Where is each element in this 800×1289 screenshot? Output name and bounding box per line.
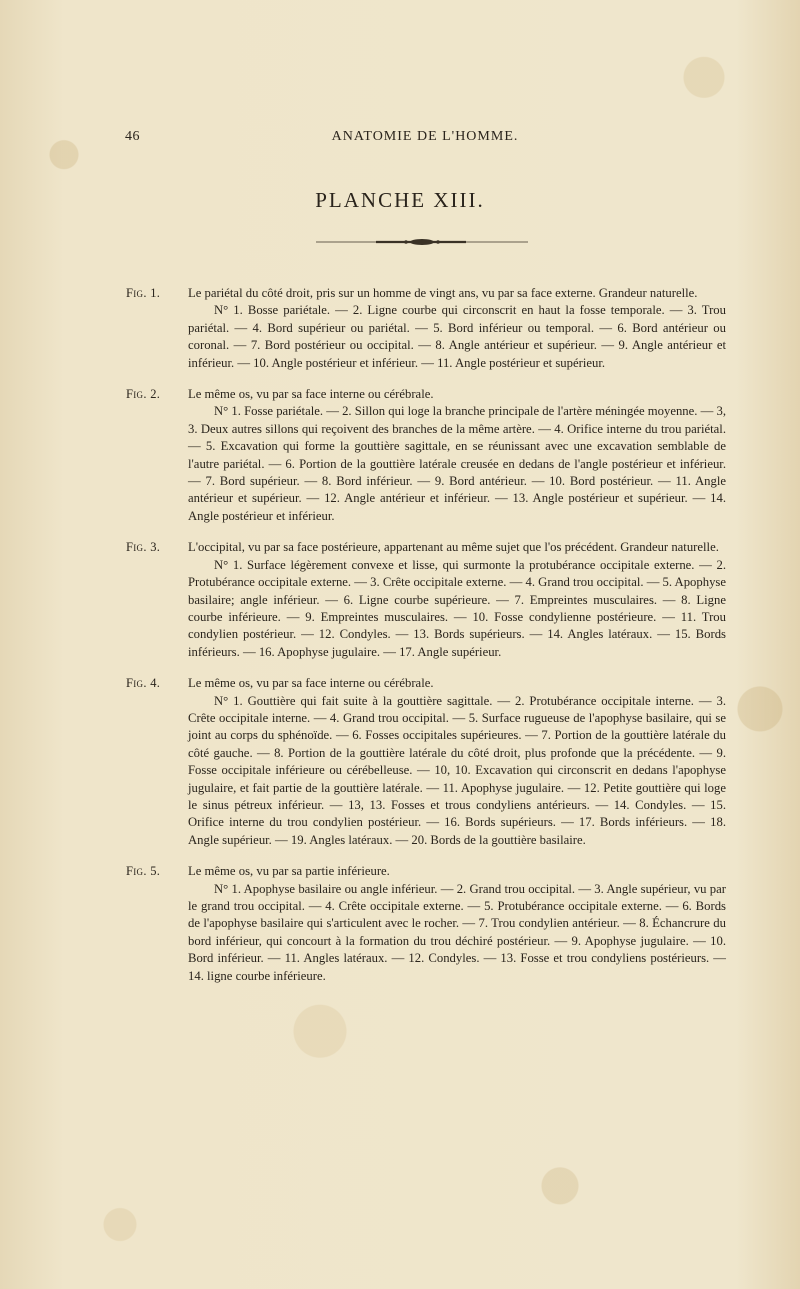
- figure-items: N° 1. Gouttière qui fait suite à la gouttière sagittale. — 2. Protubérance occipitale interne. — 3. Crête occipitale interne. — 4. Grand trou occipital. — 5. Surface rugueuse de l'apophyse basilaire, qui se joint au corps du sphénoïde. — 6. Fosses occipitales supérieures. — 7. Portion de la gouttière latérale du côté gauche. — 8. Portion de la gouttière latérale du côté droit, plus profonde que la précédente. — 9. Fosse occipitale inférieure ou cérébelleuse. — 10, 10. Excavation qui circonscrit en dedans l'apophyse jugulaire, et fait partie de la gouttière latérale. — 11. Apophyse jugulaire. — 12. Petite gouttière qui loge le sinus pétreux inférieur. — 13, 13. Fosses et trous condyliens antérieurs. — 14. Condyles. — 15. Orifice interne du trou condylien postérieur. — 16. Bords supérieurs. — 17. Bords inférieurs. — 18. Angle supérieur. — 19. Angles latéraux. — 20. Bords de la gouttière basilaire.: [188, 693, 726, 847]
- figure-description: Le même os, vu par sa face interne ou cérébrale.: [188, 387, 434, 402]
- figure-number: 2.: [150, 387, 161, 402]
- page-number: 46: [125, 129, 140, 144]
- figure-legend: [126, 386, 726, 525]
- figure-text: [188, 285, 726, 372]
- figure-label: [126, 539, 188, 556]
- figure-text: [188, 675, 726, 849]
- figure-text: [188, 863, 726, 985]
- figure-number: 4.: [150, 676, 161, 691]
- figure-label: [126, 285, 188, 302]
- book-title: ANATOMIE DE L'HOMME.: [331, 129, 519, 144]
- figure-number: 1.: [150, 286, 161, 300]
- figure-legend: [126, 675, 726, 849]
- figure-number: 5.: [150, 864, 161, 879]
- ornamental-divider: [316, 238, 528, 246]
- figure-description: Le même os, vu par sa face interne ou cérébrale.: [188, 676, 434, 691]
- figure-label: [126, 675, 188, 692]
- running-head: [125, 129, 725, 149]
- figure-legend: [126, 539, 726, 661]
- figure-label: [126, 863, 188, 880]
- figure-label-prefix: Fig.: [126, 286, 147, 300]
- figure-label-prefix: Fig.: [126, 864, 147, 879]
- figure-items: N° 1. Bosse pariétale. — 2. Ligne courbe qui circonscrit en haut la fosse temporale. — 3. Trou pariétal. — 4. Bord supérieur ou pariétal. — 5. Bord inférieur ou temporal. — 6. Bord antérieur ou coronal. — 7. Bord postérieur ou occipital. — 8. Angle antérieur et supérieur. — 9. Angle antérieur et inférieur. — 10. Angle postérieur et inférieur. — 11. Angle postérieur et supérieur.: [188, 303, 726, 370]
- figure-items: N° 1. Fosse pariétale. — 2. Sillon qui loge la branche principale de l'artère méningée moyenne. — 3, 3. Deux autres sillons qui reçoivent des branches de la même artère. — 4. Orifice interne du trou pariétal. — 5. Excavation qui forme la gouttière sagittale, en se réunissant avec une excavation semblable de l'autre pariétal. — 6. Portion de la gouttière latérale creusée en dedans de l'angle postérieur et inférieur. — 7. Bord supérieur. — 8. Bord inférieur. — 9. Bord antérieur. — 10. Bord postérieur. — 11. Angle antérieur et supérieur. — 12. Angle antérieur et inférieur. — 13. Angle postérieur et supérieur. — 14. Angle postérieur et inférieur.: [188, 404, 726, 523]
- figure-text: [188, 539, 726, 661]
- figure-legends: [126, 285, 726, 999]
- figure-description: Le même os, vu par sa partie inférieure.: [188, 864, 390, 879]
- figure-label-prefix: Fig.: [126, 676, 147, 691]
- figure-text: [188, 386, 726, 525]
- figure-legend: [126, 863, 726, 985]
- figure-description: Le pariétal du côté droit, pris sur un homme de vingt ans, vu par sa face externe. Grandeur naturelle.: [188, 286, 698, 300]
- figure-items: N° 1. Apophyse basilaire ou angle inférieur. — 2. Grand trou occipital. — 3. Angle supérieur, vu par le grand trou occipital. — 4. Crête occipitale externe. — 5. Protubérance occipitale externe. — 6. Bords de l'apophyse basilaire qui s'articulent avec le rocher. — 7. Trou condylien antérieur. — 8. Échancrure du bord inférieur, qui concourt à la formation du trou déchiré postérieur. — 9. Apophyse jugulaire. — 10. Bord inférieur. — 11. Angles latéraux. — 12. Condyles. — 13. Fosse et trou condyliens postérieurs. — 14. ligne courbe inférieure.: [188, 881, 726, 983]
- figure-label: [126, 386, 188, 403]
- figure-legend: [126, 285, 726, 372]
- figure-label-prefix: Fig.: [126, 540, 147, 555]
- figure-description: L'occipital, vu par sa face postérieure, appartenant au même sujet que l'os précédent. Grandeur naturelle.: [188, 540, 719, 555]
- figure-label-prefix: Fig.: [126, 387, 147, 402]
- figure-items: N° 1. Surface légèrement convexe et lisse, qui surmonte la protubérance occipitale externe. — 2. Protubérance occipitale externe. — 3. Crête occipitale externe. — 4. Grand trou occipital. — 5. Apophyse basilaire; angle inférieur. — 6. Ligne courbe supérieure. — 7. Empreintes musculaires. — 8. Ligne courbe inférieure. — 9. Empreintes musculaires. — 10. Fosse condylienne postérieure. — 11. Trou condylien postérieur. — 12. Condyles. — 13. Bords supérieurs. — 14. Angles latéraux. — 15. Bords inférieurs. — 16. Apophyse jugulaire. — 17. Angle supérieur.: [188, 557, 726, 659]
- figure-number: 3.: [150, 540, 161, 555]
- plate-title: PLANCHE XIII.: [315, 188, 485, 212]
